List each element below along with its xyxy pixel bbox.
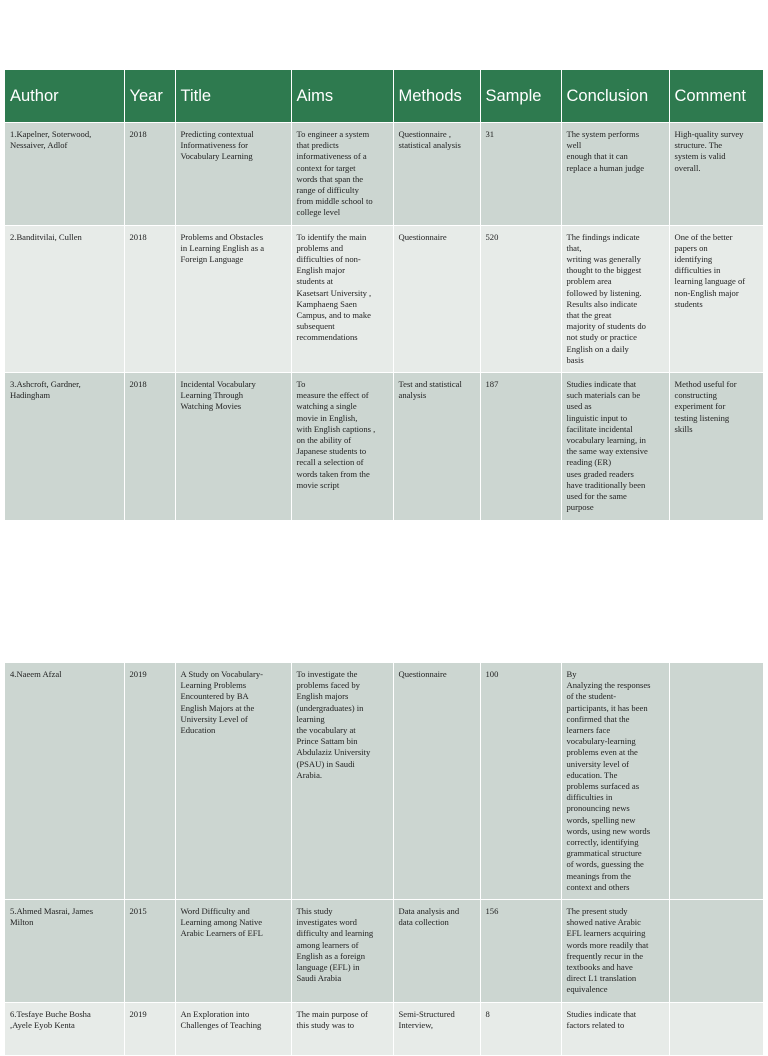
cell-author: 2.Banditvilai, Cullen bbox=[5, 225, 124, 372]
cell-aims: This study investigates word difficulty and learning among learners of English as a foreign language (EFL) in Saudi Arabia bbox=[291, 900, 393, 1003]
cell-title: Problems and Obstacles in Learning English as a Foreign Language bbox=[175, 225, 291, 372]
literature-table-part-1 bbox=[5, 70, 764, 521]
cell-methods: Questionnaire bbox=[393, 663, 480, 900]
cell-sample: 100 bbox=[480, 663, 561, 900]
cell-year: 2018 bbox=[124, 225, 175, 372]
cell-sample: 520 bbox=[480, 225, 561, 372]
header-sample: Sample bbox=[480, 70, 561, 123]
cell-conclusion: The system performs well enough that it can replace a human judge bbox=[561, 123, 669, 226]
header-conclusion: Conclusion bbox=[561, 70, 669, 123]
cell-comment: One of the better papers on identifying difficulties in learning language of non-English major students bbox=[669, 225, 763, 372]
cell-aims: To investigate the problems faced by English majors (undergraduates) in learning the vocabulary at Prince Sattam bin Abdulaziz University (PSAU) in Saudi Arabia. bbox=[291, 663, 393, 900]
cell-aims: To measure the effect of watching a single movie in English, with English captions , on the ability of Japanese students to recall a selection of words taken from the movie script bbox=[291, 373, 393, 520]
cell-conclusion: By Analyzing the responses of the student- participants, it has been confirmed that the learners face vocabulary-learning problems even at the university level of education. The problems surfaced as difficulties in pronouncing news words, spelling new words, using new words correctly, identifying grammatical structure of words, guessing the meanings from the context and others bbox=[561, 663, 669, 900]
cell-sample: 156 bbox=[480, 900, 561, 1003]
cell-methods: Test and statistical analysis bbox=[393, 373, 480, 520]
cell-comment bbox=[669, 663, 763, 900]
cell-methods: Data analysis and data collection bbox=[393, 900, 480, 1003]
table-row bbox=[5, 123, 763, 226]
cell-author: 1.Kapelner, Soterwood, Nessaiver, Adlof bbox=[5, 123, 124, 226]
cell-author: 5.Ahmed Masrai, James Milton bbox=[5, 900, 124, 1003]
literature-table-part-2 bbox=[5, 663, 764, 1056]
cell-methods: Questionnaire , statistical analysis bbox=[393, 123, 480, 226]
cell-comment bbox=[669, 900, 763, 1003]
table-row bbox=[5, 663, 763, 900]
cell-title: A Study on Vocabulary- Learning Problems Encountered by BA English Majors at the University Level of Education bbox=[175, 663, 291, 900]
table-row bbox=[5, 1002, 763, 1055]
table-row bbox=[5, 900, 763, 1003]
cell-author: 4.Naeem Afzal bbox=[5, 663, 124, 900]
cell-conclusion: The findings indicate that, writing was generally thought to the biggest problem area followed by listening. Results also indicate that the great majority of students do not study or practice English on a daily basis bbox=[561, 225, 669, 372]
table-row bbox=[5, 373, 763, 520]
cell-aims: To identify the main problems and difficulties of non- English major students at Kasetsart University , Kamphaeng Saen Campus, and to make subsequent recommendations bbox=[291, 225, 393, 372]
header-title: Title bbox=[175, 70, 291, 123]
header-author: Author bbox=[5, 70, 124, 123]
cell-title: Incidental Vocabulary Learning Through Watching Movies bbox=[175, 373, 291, 520]
cell-year: 2015 bbox=[124, 900, 175, 1003]
cell-aims: The main purpose of this study was to bbox=[291, 1002, 393, 1055]
header-row bbox=[5, 70, 763, 123]
cell-sample: 8 bbox=[480, 1002, 561, 1055]
header-aims: Aims bbox=[291, 70, 393, 123]
cell-author: 3.Ashcroft, Gardner, Hadingham bbox=[5, 373, 124, 520]
cell-year: 2018 bbox=[124, 373, 175, 520]
cell-sample: 187 bbox=[480, 373, 561, 520]
cell-year: 2019 bbox=[124, 1002, 175, 1055]
cell-comment: High-quality survey structure. The system is valid overall. bbox=[669, 123, 763, 226]
cell-conclusion: The present study showed native Arabic EFL learners acquiring words more readily that frequently recur in the textbooks and have direct L1 translation equivalence bbox=[561, 900, 669, 1003]
cell-comment bbox=[669, 1002, 763, 1055]
header-comment: Comment bbox=[669, 70, 763, 123]
header-methods: Methods bbox=[393, 70, 480, 123]
cell-title: Word Difficulty and Learning among Native Arabic Learners of EFL bbox=[175, 900, 291, 1003]
header-year: Year bbox=[124, 70, 175, 123]
cell-author: 6.Tesfaye Buche Bosha ,Ayele Eyob Kenta bbox=[5, 1002, 124, 1055]
cell-methods: Questionnaire bbox=[393, 225, 480, 372]
cell-comment: Method useful for constructing experiment for testing listening skills bbox=[669, 373, 763, 520]
cell-year: 2019 bbox=[124, 663, 175, 900]
cell-sample: 31 bbox=[480, 123, 561, 226]
table-row bbox=[5, 225, 763, 372]
cell-conclusion: Studies indicate that such materials can be used as linguistic input to facilitate incidental vocabulary learning, in the same way extensive reading (ER) uses graded readers have traditionally been used for the same purpose bbox=[561, 373, 669, 520]
cell-title: An Exploration into Challenges of Teaching bbox=[175, 1002, 291, 1055]
cell-methods: Semi-Structured Interview, bbox=[393, 1002, 480, 1055]
cell-year: 2018 bbox=[124, 123, 175, 226]
cell-conclusion: Studies indicate that factors related to bbox=[561, 1002, 669, 1055]
cell-aims: To engineer a system that predicts informativeness of a context for target words that span the range of difficulty from middle school to college level bbox=[291, 123, 393, 226]
cell-title: Predicting contextual Informativeness for Vocabulary Learning bbox=[175, 123, 291, 226]
